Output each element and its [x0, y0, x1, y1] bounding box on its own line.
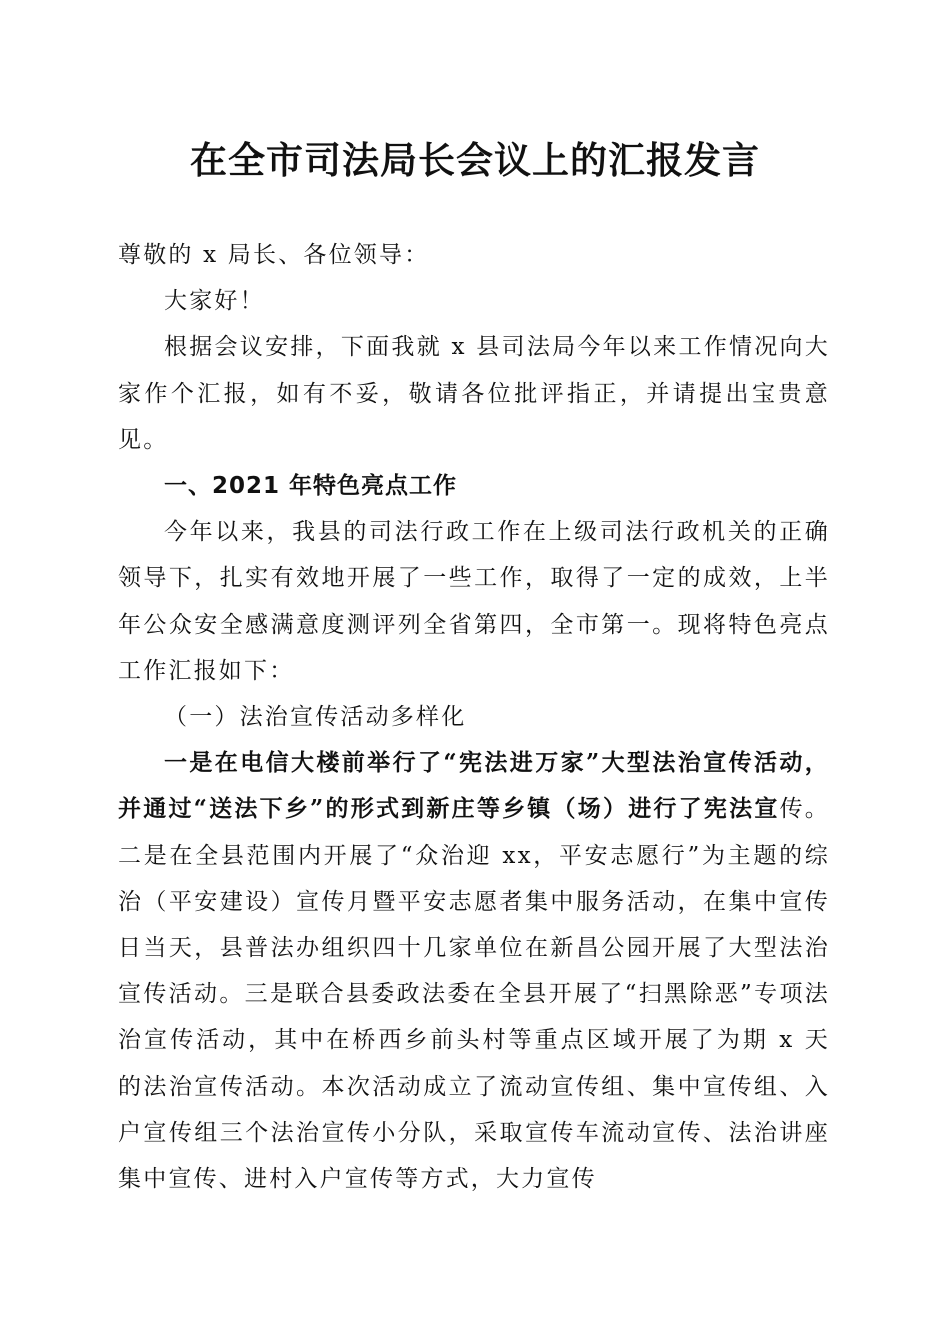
section-1-paragraph: 今年以来，我县的司法行政工作在上级司法行政机关的正确领导下，扎实有效地开展了一些工作，取得了一定的成效，上半年公众安全感满意度测评列全省第四，全市第一。现将特色亮点工作汇报如下： [118, 519, 830, 684]
subsection-1-regular-text: 传。二是在全县范围内开展了“众治迎 xx，平安志愿行”为主题的综治（平安建设）宣传月暨平安志愿者集中服务活动，在集中宣传日当天，县普法办组织四十几家单位在新昌公园开展了大型法治宣传活动。三是联合县委政法委在全县开展了“扫黑除恶”专项法治宣传活动，其中在桥西乡前头村等重点区域开展了为期 x 天的法治宣传活动。本次活动成立了流动宣传组、集中宣传组、入户宣传组三个法治宣传小分队，采取宣传车流动宣传、法治讲座集中宣传、进村入户宣传等方式，大力宣传 [118, 796, 831, 1193]
salutation: 尊敬的 x 局长、各位领导： [118, 242, 430, 268]
subsection-1-paragraph [118, 740, 830, 1202]
intro-paragraph: 根据会议安排，下面我就 x 县司法局今年以来工作情况向大家作个汇报，如有不妥，敬请各位批评指正，并请提出宝贵意见。 [118, 334, 830, 453]
section-heading-1: 一、2021 年特色亮点工作 [164, 473, 458, 500]
document-body [118, 232, 830, 1202]
greeting: 大家好！ [164, 288, 265, 315]
document-title: 在全市司法局长会议上的汇报发言 [190, 138, 760, 182]
subsection-heading-1: （一）法治宣传活动多样化 [164, 704, 467, 731]
subsection-1-bold-text: 一是在电信大楼前举行了“宪法进万家”大型法治宣传活动，并通过“送法下乡”的形式到新庄等乡镇（场）进行了宪法宣 [118, 749, 830, 823]
